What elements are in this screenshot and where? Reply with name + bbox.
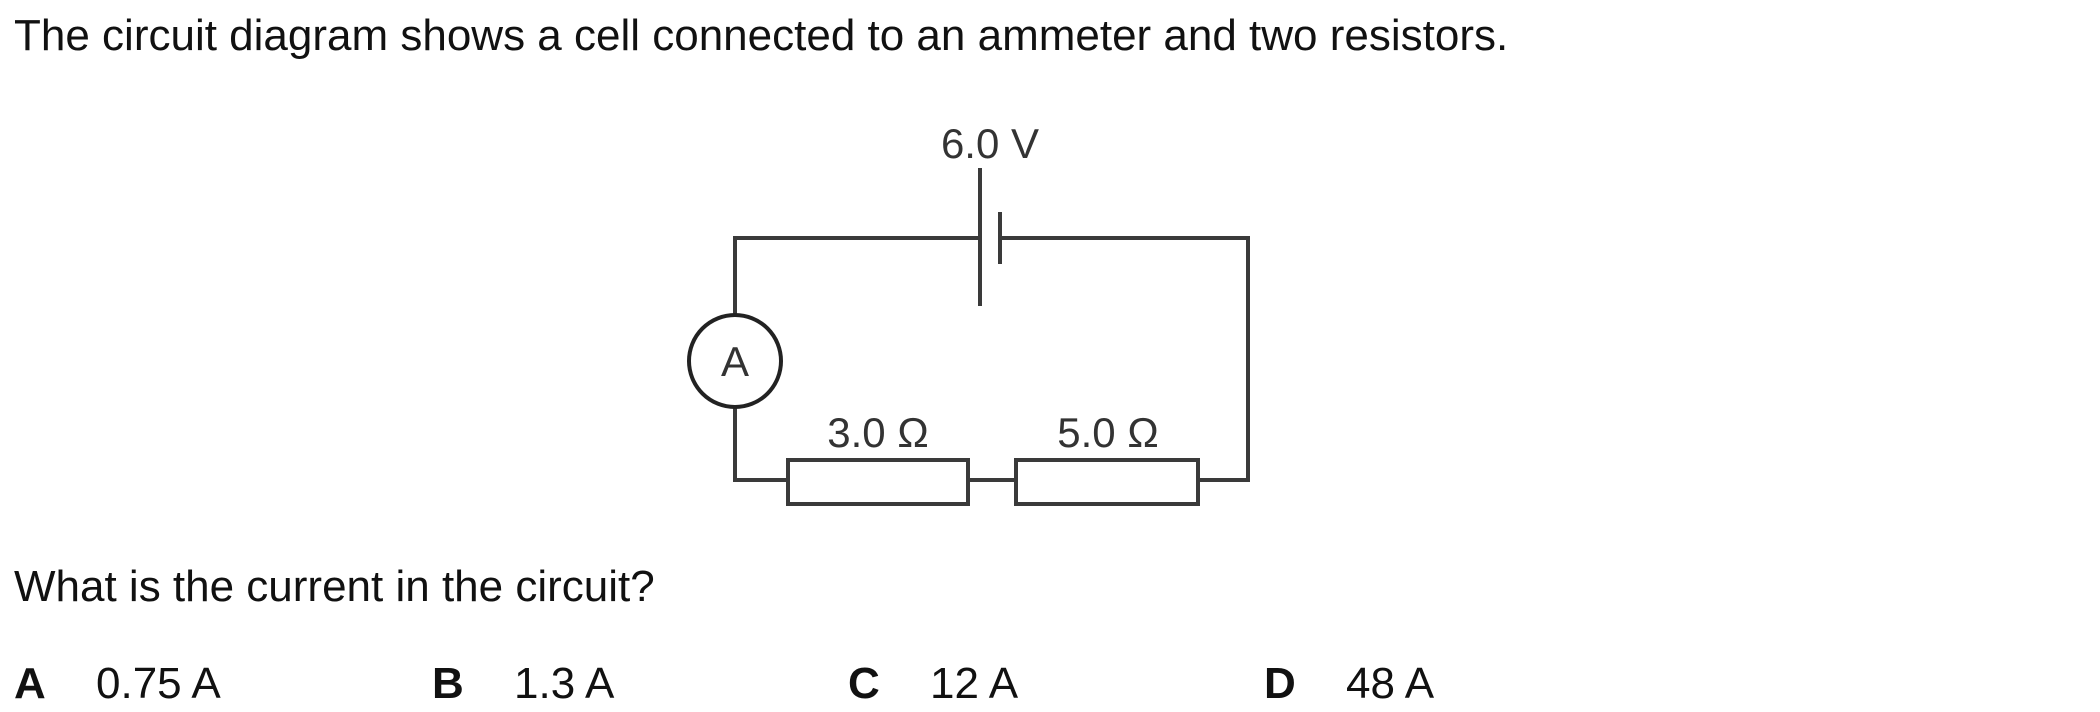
option-d[interactable]: [1264, 659, 1435, 708]
option-b-value: 1.3 A: [514, 659, 615, 708]
option-a-value: 0.75 A: [96, 659, 221, 708]
question-intro: The circuit diagram shows a cell connected to an ammeter and two resistors.: [14, 11, 1509, 60]
ammeter-letter: A: [720, 338, 750, 385]
resistor-2: [1016, 460, 1198, 504]
option-b[interactable]: [432, 659, 615, 708]
top-wire-left: [735, 238, 978, 335]
option-c-value: 12 A: [930, 659, 1019, 708]
option-d-value: 48 A: [1346, 659, 1435, 708]
option-a-letter: A: [14, 659, 46, 708]
question-prompt: What is the current in the circuit?: [14, 562, 655, 611]
left-wire-lower: [735, 406, 788, 480]
ammeter: [689, 315, 781, 407]
option-a[interactable]: [14, 659, 221, 708]
resistor-1-label: 3.0 Ω: [827, 409, 929, 456]
cell-voltage-label: 6.0 V: [940, 120, 1040, 167]
resistor-2-label: 5.0 Ω: [1057, 409, 1159, 456]
option-b-letter: B: [432, 659, 464, 708]
option-d-letter: D: [1264, 659, 1296, 708]
resistor-1: [788, 460, 968, 504]
option-c[interactable]: [848, 659, 1019, 708]
option-c-letter: C: [848, 659, 880, 708]
